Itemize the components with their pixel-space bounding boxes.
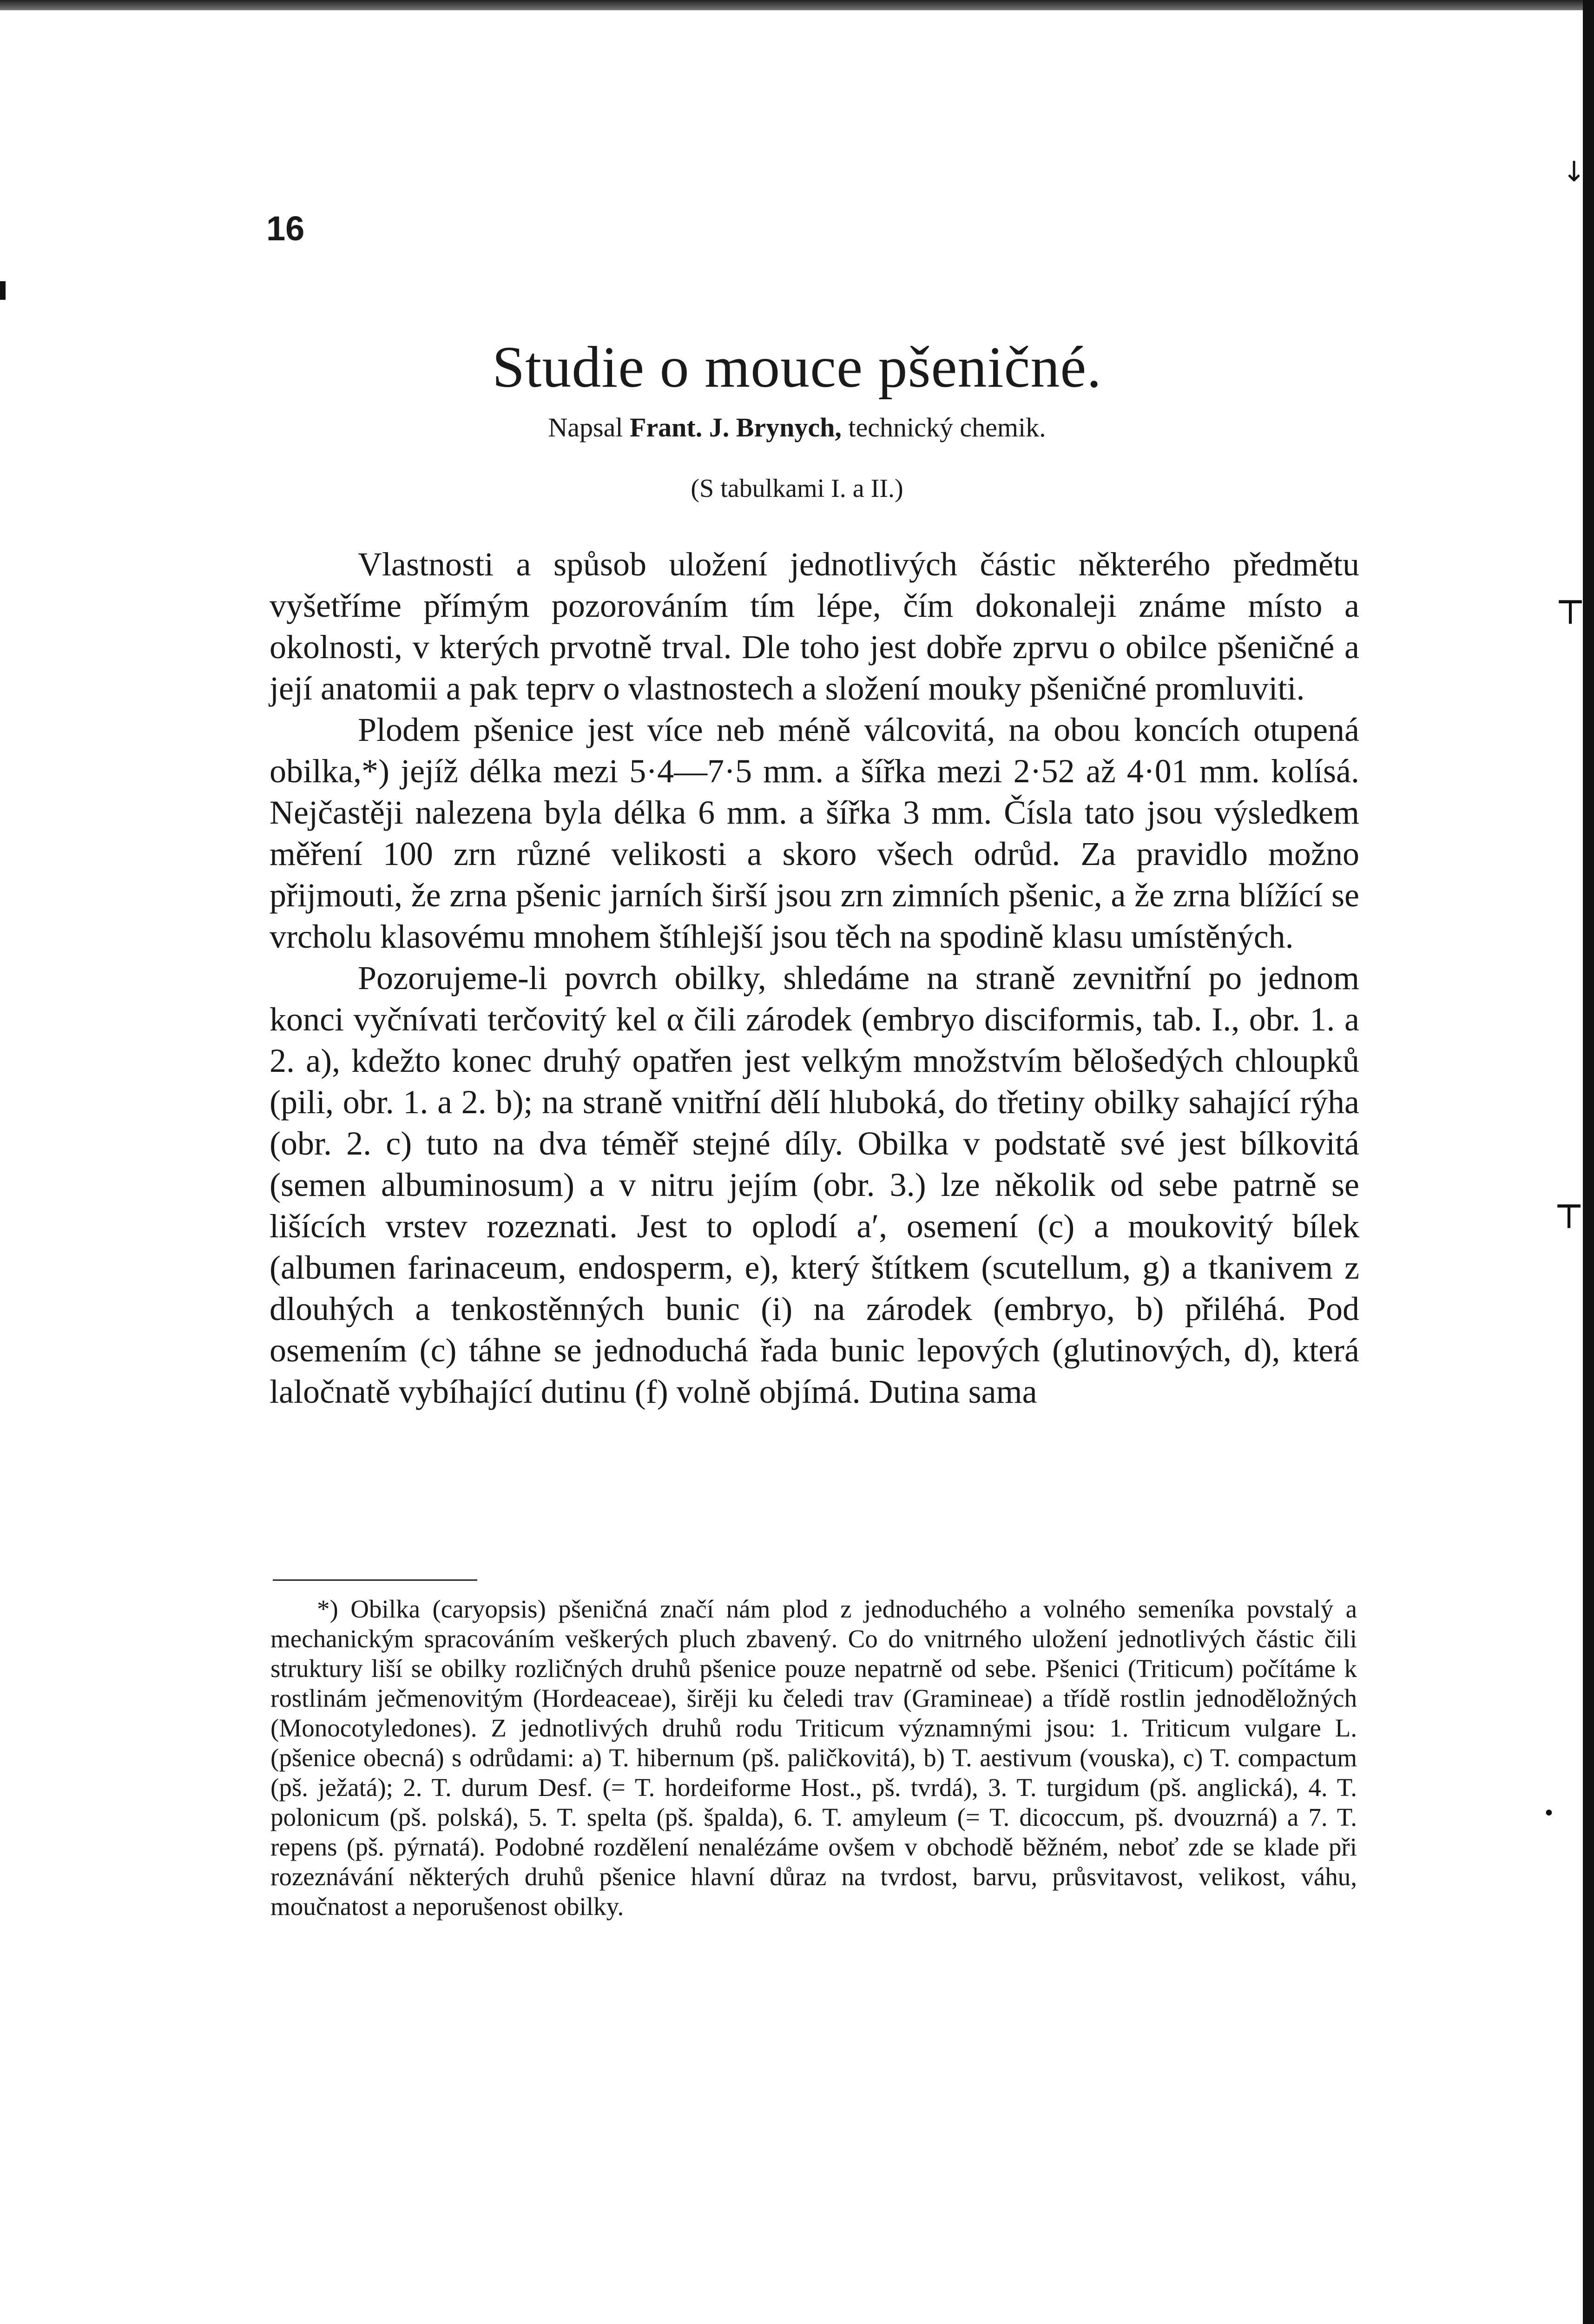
author-name: Frant. J. Brynych, [629, 412, 842, 442]
plates-note: (S tabulkami I. a II.) [691, 474, 903, 503]
margin-arrow-icon: ↓ [1562, 156, 1586, 188]
main-text [270, 544, 1359, 1413]
byline-prefix: Napsal [548, 412, 623, 442]
scan-top-edge [0, 0, 1594, 10]
scan-left-mark [0, 281, 6, 300]
paragraph: Vlastnosti a spůsob uložení jednotlivých částic některého předmětu vyšetříme přímým pozorováním tím lépe, čím dokonaleji známe místo a okolnosti, v kterých prvotně trval. Dle toho jest dobře zprvu o obilce pšeničné a její anatomii a pak teprv o vlastnostech a složení mouky pšeničné promluviti. [270, 546, 1359, 707]
paragraph: Plodem pšenice jest více neb méně válcovitá, na obou koncích otupená obilka,*) jejíž délka mezi 5·4—7·5 mm. a šířka mezi 2·52 až 4·01 mm. kolísá. Nejčastěji nalezena byla délka 6 mm. a šířka 3 mm. Čísla tato jsou výsledkem měření 100 zrn různé velikosti a skoro všech odrůd. Za pravidlo možno přijmouti, že zrna pšenic jarních širší jsou zrn zimních pšenic, a že zrna blížící se vrcholu klasovému mnohem štíhlejší jsou těch na spodině klasu umístěných. [270, 711, 1359, 955]
page-number: 16 [266, 209, 305, 248]
author-role: technický chemik. [848, 412, 1046, 442]
margin-cross-icon: ┬ [1559, 580, 1582, 623]
footnote-text: *) Obilka (caryopsis) pšeničná značí nám plod z jednoduchého a volného semeníka povstalý a mechanickým spracováním veškerých pluch zbavený. Co do vnitrného uložení jednotlivých částic čili struktury liší se obilky rozličných druhů pšenice pouze nepatrně od sebe. Pšenici (Triticum) počítáme k rostlinám ječmenovitým (Hordeaceae), širěji ku čeledi trav (Gramineae) a třídě rostlin jednoděložných (Monocotyledones). Z jednotlivých druhů rodu Triticum významnými jsou: 1. Triticum vulgare L. (pšenice obecná) s odrůdami: a) T. hibernum (pš. paličkovitá), b) T. aestivum (vouska), c) T. compactum (pš. ježatá); 2. T. durum Desf. (= T. hordeiforme Host., pš. tvrdá), 3. T. turgidum (pš. anglická), 4. T. polonicum (pš. polská), 5. T. spelta (pš. špalda), 6. T. amyleum (= T. dicoccum, pš. dvouzrná) a 7. T. repens (pš. pýrnatá). Podobné rozdělení nenalézáme ovšem v obchodě běžném, neboť zde se klade při rozeznávání některých druhů pšenice hlavní důraz na tvrdost, barvu, průsvitavost, velikost, váhu, moučnatost a neporušenost obilky. [270, 1595, 1357, 1921]
footnote [270, 1594, 1357, 1921]
footnote-divider [273, 1579, 477, 1581]
paragraph: Pozorujeme-li povrch obilky, shledáme na straně zevnitřní po jednom konci vyčnívati terčovitý kel α čili zárodek (embryo disciformis, tab. I., obr. 1. a 2. a), kdežto konec druhý opatřen jest velkým množstvím bělošedých chloupků (pili, obr. 1. a 2. b); na straně vnitřní dělí hluboká, do třetiny obilky sahající rýha (obr. 2. c) tuto na dva téměř stejné díly. Obilka v podstatě své jest bílkovitá (semen albuminosum) a v nitru jejím (obr. 3.) lze několik od sebe patrně se lišících vrstev rozeznati. Jest to oplodí a′, osemení (c) a moukovitý bílek (albumen farinaceum, endosperm, e), který štítkem (scutellum, g) a tkanivem z dlouhých a tenkostěnných bunic (i) na zárodek (embryo, b) přiléhá. Pod osemením (c) táhne se jednoduchá řada bunic lepových (glutinových, d), která laločnatě vybíhající dutinu (f) volně objímá. Dutina sama [270, 959, 1359, 1410]
margin-dot-icon: • [1543, 1802, 1555, 1825]
byline [0, 411, 1594, 444]
article-title: Studie o mouce pšeničné. [492, 335, 1102, 400]
margin-cross-icon: ┬ [1558, 1184, 1581, 1228]
